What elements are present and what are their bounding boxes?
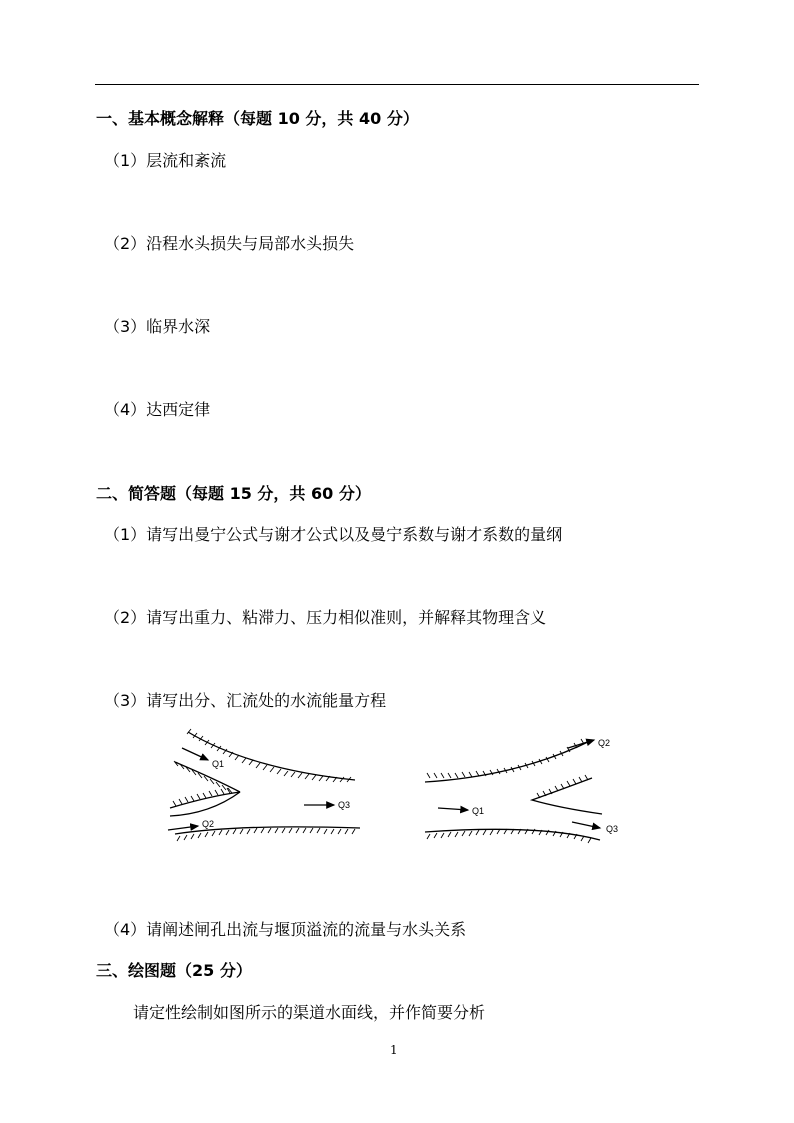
left-q2-label: Q2 bbox=[202, 819, 215, 829]
right-q1-arrow bbox=[438, 808, 468, 810]
confluence-diversion-figure bbox=[160, 724, 630, 850]
section2-item-2: （2）请写出重力、粘滞力、压力相似准则，并解释其物理含义 bbox=[104, 608, 547, 627]
wall-hatching bbox=[173, 729, 591, 843]
left-top-wall bbox=[188, 732, 355, 780]
section1-heading: 一、基本概念解释（每题 10 分，共 40 分） bbox=[96, 109, 419, 128]
section2-item-3: （3）请写出分、汇流处的水流能量方程 bbox=[104, 691, 387, 710]
right-q2-label: Q2 bbox=[598, 738, 611, 748]
right-q1-label: Q1 bbox=[472, 806, 485, 816]
right-q2-arrow bbox=[568, 740, 594, 748]
left-q3-label: Q3 bbox=[338, 800, 351, 810]
section2-item-1: （1）请写出曼宁公式与谢才公式以及曼宁系数与谢才系数的量纲 bbox=[104, 525, 563, 544]
right-splitter-wall bbox=[532, 778, 602, 814]
section2-item-4: （4）请阐述闸孔出流与堰顶溢流的流量与水头关系 bbox=[104, 920, 467, 939]
section3-heading: 三、绘图题（25 分） bbox=[96, 961, 252, 980]
section1-item-1: （1）层流和紊流 bbox=[104, 151, 227, 170]
section1-item-3: （3）临界水深 bbox=[104, 317, 211, 336]
header-rule bbox=[95, 84, 699, 85]
section1-item-4: （4）达西定律 bbox=[104, 400, 211, 419]
section2-heading: 二、简答题（每题 15 分，共 60 分） bbox=[96, 484, 371, 503]
left-q1-label: Q1 bbox=[212, 759, 225, 769]
section3-text: 请定性绘制如图所示的渠道水面线，并作简要分析 bbox=[133, 1003, 486, 1022]
page-number: 1 bbox=[390, 1043, 398, 1057]
right-q3-arrow bbox=[572, 822, 600, 828]
left-q1-arrow bbox=[182, 748, 208, 760]
left-upper-wall bbox=[175, 762, 240, 792]
left-q2-arrow bbox=[168, 826, 198, 830]
right-q3-label: Q3 bbox=[606, 824, 619, 834]
section1-item-2: （2）沿程水头损失与局部水头损失 bbox=[104, 234, 355, 253]
